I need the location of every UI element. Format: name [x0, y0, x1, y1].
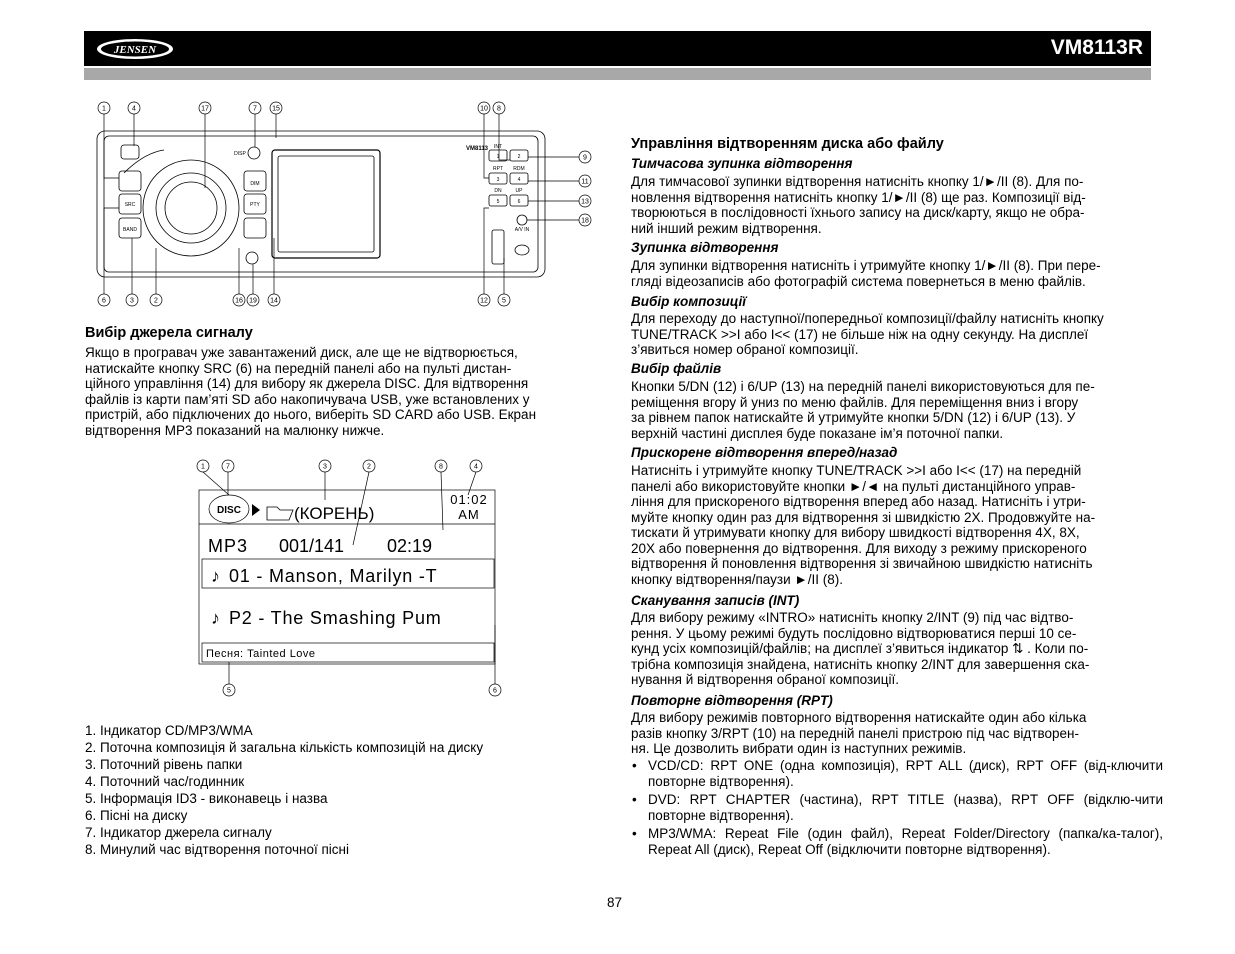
para-source-select: Якщо в програвач уже завантажений диск, але ще не відтворюється, натискайте кнопку SRC (6) на передній панелі або на пульті дистан- ційного управління (14) для вибору як джерела DISC. Для відтворення файлів із карти пам’яті SD або накопичувача USB, уже встановлених у пристрій, або підключених до нього, виберіть SD CARD або USB. Екран відтворення MP3 показаний на малюнку нижче. — [85, 345, 537, 438]
track-counter: 001/141 — [279, 536, 345, 556]
key-2: 2 — [517, 154, 521, 160]
list-item: • DVD: RPT CHAPTER (частина), RPT TITLE (назва), RPT OFF (відклю-чити повторне відтворення). — [631, 792, 1163, 823]
callout: 8 — [497, 105, 501, 113]
btn-src-label: SRC — [124, 202, 136, 208]
svg-text:8: 8 — [439, 463, 443, 471]
list-item: • VCD/CD: RPT ONE (одна композиція), RPT ALL (диск), RPT OFF (від-ключити повторне відтворення). — [631, 758, 1163, 789]
callout: 10 — [480, 105, 488, 113]
callout: 19 — [249, 297, 257, 305]
btn-disp-label: DISP — [234, 151, 246, 157]
list-item: 3. Поточний рівень папки — [85, 757, 243, 772]
list-item: 5. Інформація ID3 - виконавець і назва — [85, 791, 328, 806]
para-repeat: Для вибору режимів повторного відтворення натискайте один або кілька разів кнопку 3/RPT (10) на передній панелі пристрою під час відтворен- ня. Це дозволить вибрати один із наступних режимів. — [631, 710, 1087, 756]
callout: 11 — [581, 178, 589, 186]
disc-indicator: DISC — [217, 505, 241, 516]
track-line-2: P2 - The Smashing Pum — [229, 608, 442, 628]
format-indicator: MP3 — [208, 536, 249, 556]
btn-dn-label: DN — [494, 188, 502, 194]
callout: 4 — [132, 105, 136, 113]
header-bar — [84, 31, 1151, 66]
btn-band-label: BAND — [123, 227, 137, 233]
subheading-file-select: Вибір файлів — [631, 361, 722, 376]
btn-dim-label: DIM — [250, 181, 260, 187]
callout: 15 — [272, 105, 280, 113]
callout: 16 — [235, 297, 243, 305]
callout: 14 — [270, 297, 278, 305]
callout: 7 — [253, 105, 257, 113]
list-item: • MP3/WMA: Repeat File (один файл), Repeat Folder/Directory (папка/ка-талог), Repeat All (диск), Repeat Off (відключити повторне відтворення). — [631, 826, 1163, 857]
svg-text:3: 3 — [323, 463, 327, 471]
svg-text:7: 7 — [226, 463, 230, 471]
list-item: 6. Пісні на диску — [85, 808, 188, 823]
btn-avin-label: A/V IN — [514, 227, 530, 233]
callout: 1 — [102, 105, 106, 113]
device-model-label: VM8113 — [466, 146, 489, 152]
device-front-panel-figure — [94, 98, 604, 310]
list-item: 7. Індикатор джерела сигналу — [85, 825, 272, 840]
list-item: 8. Минулий час відтворення поточної пісні — [85, 842, 349, 857]
svg-text:4: 4 — [474, 463, 478, 471]
heading-playback-control: Управління відтворенням диска або файлу — [631, 136, 944, 152]
btn-int-label: INT — [493, 144, 503, 150]
btn-rpt-label: RPT — [493, 166, 503, 172]
btn-up-label: UP — [515, 188, 523, 194]
jensen-logo — [95, 37, 175, 61]
folder-name: (КОРЕНЬ) — [294, 504, 375, 523]
clock-time: 01:02 — [450, 492, 488, 507]
clock-ampm: AM — [458, 507, 480, 522]
song-line: Песня: Tainted Love — [206, 648, 316, 660]
header-rule — [84, 68, 1151, 80]
callout: 17 — [201, 105, 209, 113]
subheading-track-select: Вибір композиції — [631, 294, 747, 309]
callout: 9 — [583, 154, 587, 162]
key-6: 6 — [517, 199, 521, 205]
model-title: VM8113R — [1050, 36, 1143, 59]
key-4: 4 — [517, 177, 521, 183]
para-track-select: Для переходу до наступної/попередньої композиції/файлу натисніть кнопку TUNE/TRACK >>I або I<< (17) не більше ніж на одну секунду. На дисплеї з’явиться номер обраної композиції. — [631, 311, 1104, 357]
music-note-icon: ♪ — [211, 608, 220, 628]
subheading-repeat: Повторне відтворення (RPT) — [631, 693, 833, 708]
svg-text:6: 6 — [493, 687, 497, 695]
callout: 12 — [480, 297, 488, 305]
key-5: 5 — [496, 199, 500, 205]
heading-source-select: Вибір джерела сигналу — [85, 325, 253, 341]
callout: 6 — [102, 297, 106, 305]
svg-text:2: 2 — [367, 463, 371, 471]
para-intro-scan: Для вибору режиму «INTRO» натисніть кнопку 2/INT (9) під час відтво- рення. У цьому режимі будуть послідовно відтворюватися перші 10 се- кунд усіх композицій/файлів; на дисплеї з’явиться індикатор ⇅ . Коли по- трібна композиція знайдена, натисніть кнопку 2/INT для завершення ска- нування й відтворення обраної композиції. — [631, 610, 1090, 687]
mp3-screen-figure — [193, 455, 508, 700]
page-number: 87 — [607, 895, 623, 910]
btn-rdm-label: RDM — [513, 166, 525, 172]
callout: 13 — [581, 198, 589, 206]
repeat-mode-list — [631, 758, 1163, 860]
para-file-select: Кнопки 5/DN (12) і 6/UP (13) на передній панелі використовуються для пе- реміщення вгору й униз по меню файлів. Для переміщення вниз і вгору за рівнем папок натискайте й утримуйте кнопки 5/DN (12) і 6/UP (13). У верхній частині дисплея буде показане ім’я поточної папки. — [631, 379, 1095, 441]
key-1: 1 — [496, 154, 500, 160]
subheading-fast-forward: Прискорене відтворення вперед/назад — [631, 445, 898, 460]
play-icon — [252, 504, 260, 516]
list-item: 2. Поточна композиція й загальна кількість композицій на диску — [85, 740, 484, 755]
music-note-icon: ♪ — [211, 566, 220, 586]
subheading-pause: Тимчасова зупинка відтворення — [631, 156, 853, 171]
track-line-1: 01 - Manson, Marilyn -T — [229, 566, 438, 586]
callout: 2 — [154, 297, 158, 305]
btn-pty-label: PTY — [250, 202, 260, 208]
subheading-stop: Зупинка відтворення — [631, 240, 779, 255]
subheading-intro-scan: Сканування записів (INT) — [631, 593, 800, 608]
elapsed-time: 02:19 — [387, 536, 433, 556]
callout: 3 — [130, 297, 134, 305]
callout: 18 — [581, 217, 589, 225]
para-fast-forward: Натисніть і утримуйте кнопку TUNE/TRACK >>I або I<< (17) на передній панелі або використовуйте кнопки ►/◄ на пульті дистанційного управ- ління для прискореного відтворення вперед або назад. Натисніть і утри- муйте кнопку один раз для відтворення зі швидкістю 2X. Продовжуйте на- тискати й утримувати кнопку для вибору швидкості відтворення 4X, 8X, 20X або повернення до відтворення. Для виходу з режиму прискореного відтворення й поновлення відтворення зі звичайною швидкістю натисніть кнопку відтворення/паузи ►/II (8). — [631, 463, 1096, 587]
key-3: 3 — [496, 177, 500, 183]
list-item: 4. Поточний час/годинник — [85, 774, 245, 789]
legend-list — [85, 722, 483, 858]
svg-text:5: 5 — [227, 687, 231, 695]
svg-text:1: 1 — [201, 463, 205, 471]
folder-icon — [267, 507, 293, 520]
list-item: 1. Індикатор CD/MP3/WMA — [85, 723, 253, 738]
para-pause: Для тимчасової зупинки відтворення натисніть кнопку 1/►/II (8). Для по- новлення відтворення натисніть кнопку 1/►/II (8) ще раз. Композиції від- творюються в послідовності їхнього запису на диск/карту, якщо не обра- ний інший режим відтворення. — [631, 174, 1086, 236]
logo-text: JENSEN — [113, 44, 157, 56]
callout: 5 — [502, 297, 506, 305]
para-stop: Для зупинки відтворення натисніть і утримуйте кнопку 1/►/II (8). При пере- гляді відеозаписів або фотографій система повернеться в меню файлів. — [631, 258, 1101, 289]
